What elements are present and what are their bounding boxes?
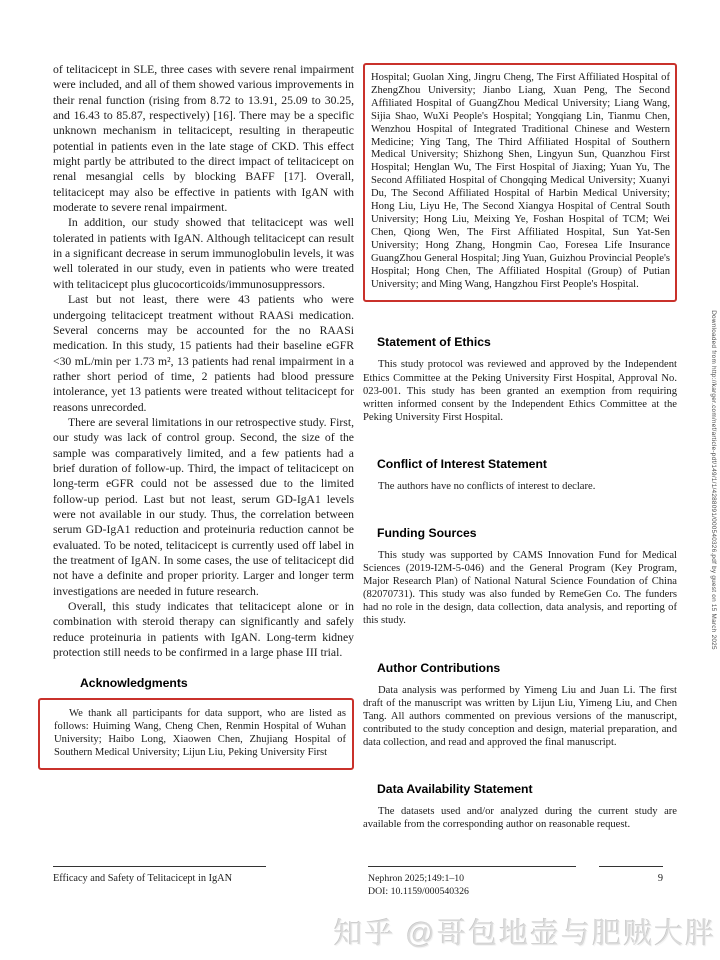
left-column <box>53 62 354 770</box>
section-body: This study was supported by CAMS Innovation Fund for Medical Sciences (2019-I2M-5-046) and the General Program (Key Program, Major Research Plan) of National Natural Science Foundation of China (82070731). This study was also funded by RemeGen Co. The funders had no role in the design, data collection, data analysis, and reporting of this study. <box>363 549 677 627</box>
section-data-availability <box>363 782 677 831</box>
section-funding-sources <box>363 526 677 628</box>
body-paragraph: Last but not least, there were 43 patients who were undergoing telitacicept treatment without RAASi medication. Several concerns may be accounted for the no RAASi medication. In this study, 15 patients had their baseline eGFR <30 mL/min per 1.73 m², 13 patients had renal impairment in a rather short period of time, 2 patients had blood pressure intolerance, yet 13 patients were treated without telitacicept for reasons unrecorded. <box>53 293 354 414</box>
section-heading: Conflict of Interest Statement <box>377 456 547 471</box>
participant-list-highlight-box <box>363 63 677 302</box>
section-heading: Funding Sources <box>377 525 477 540</box>
body-paragraph: In addition, our study showed that telitacicept was well tolerated in patients with IgAN. Although telitacicept can result in a significant decrease in serum immunoglobulin levels, it was well tolerated in our study, even in patients who were treated with telitacicept plus glucocorticoids/immunosuppressors. <box>53 216 354 291</box>
footer-doi: DOI: 10.1159/000540326 <box>368 885 469 897</box>
footer-page-number: 9 <box>599 866 663 884</box>
body-paragraph: There are several limitations in our retrospective study. First, our study was lack of control group. Second, the size of the sample was comparatively limited, and a few patients had a brief duration of follow-up. Third, the impact of telitacicept on long-term eGFR could not be assessed due to the limited follow-up period. Last but not least, serum GD-IgA1 levels were not available in our study. Thus, the correlation between serum GD-IgA1 reduction and proteinuria reduction cannot be evaluated. To be noted, telitacicept is currently used off label in the treatment of IgAN. In some cases, the use of telitacicept did not have a definite and proper priority. Larger and longer term investigations are needed in future research. <box>53 415 354 598</box>
acknowledgments-highlight-box <box>38 698 354 770</box>
zhihu-watermark: 知乎 @哥包地壶与肥贼大胖 <box>333 918 716 950</box>
section-body: The authors have no conflicts of interest to declare. <box>378 480 596 492</box>
footer-journal: Nephron 2025;149:1–10 <box>368 873 465 884</box>
right-column <box>363 63 677 831</box>
footer-citation <box>368 866 576 898</box>
body-paragraph: of telitacicept in SLE, three cases with severe renal impairment were included, and all of them showed various improvements in their renal function (rising from 8.72 to 13.91, 25.09 to 30.25, and 16.43 to 85.87, respectively) [16]. There may be a specific unknown mechanism in telitacicept, resulting in therapeutic potential in patients even in the late stage of CKD. This effect might partly be attributed to the direct impact of telitacicept on renal mesangial cells by blocking BAFF [17]. Overall, telitacicept may also be effective in patients with IgAN with moderate to severe renal impairment. <box>53 63 354 215</box>
footer-running-title: Efficacy and Safety of Telitacicept in IgAN <box>53 866 266 884</box>
section-statement-of-ethics <box>363 335 677 423</box>
section-body: The datasets used and/or analyzed during the current study are available from the corresponding author on reasonable request. <box>363 806 677 831</box>
section-heading: Data Availability Statement <box>377 782 533 796</box>
body-paragraph: Overall, this study indicates that telitacicept alone or in combination with steroid therapy can significantly and safely reduce proteinuria in patients with IgAN. Long-term kidney protection still needs to be confirmed in a large phase III trial. <box>53 600 354 660</box>
acknowledgments-heading: Acknowledgments <box>80 676 188 691</box>
section-author-contributions <box>363 661 677 749</box>
section-heading: Author Contributions <box>377 660 501 675</box>
section-body: Data analysis was performed by Yimeng Liu and Juan Li. The first draft of the manuscript was written by Lijun Liu, Yimeng Liu, and Chen Tang. All authors commented on previous versions of the manuscript, contributed to the study conception and design, material preparation, and data collection, and read and approved the final manuscript. <box>363 684 677 748</box>
participant-list-text: Hospital; Guolan Xing, Jingru Cheng, The First Affiliated Hospital of ZhengZhou University; Jianbo Liang, Xuan Peng, The Second Affiliated Hospital of GuangZhou Medical University; Liang Wang, Sijia Shao, WuXi People's Hospital; Yongqiang Lin, Tianmu Chen, Wenzhou Hospital of Integrated Traditional Chinese and Western Medicine; Ying Tang, The Third Affiliated Hospital of Southern Medical University; Shizhong Shen, Lingyun Sun, Quanzhou First Hospital; Henglan Wu, The First Hospital of Jiaxing; Yuan Yu, The Second Affiliated Hospital of Chongqing Medical University; Xuanyi Du, The Second Affiliated Hospital of Harbin Medical University; Hong Liu, Liyu He, The Second Xiangya Hospital of Central South University; Hong Liu, Meixing Ye, Foshan Hospital of TCM; Wei Chen, Qiong Wen, The First Affiliated Hospital, Sun Yat-Sen University; Hong Zhang, Hongmin Cao, Foresea Life Insurance GuangZhou General Hospital; Jing Yuan, Guizhou Provincial People's Hospital; Hong Chen, The Affiliated Hospital (Group) of Putian University; and Ming Wang, Hangzhou First People's Hospital. <box>371 72 670 290</box>
section-conflict-of-interest <box>363 457 677 493</box>
section-heading: Statement of Ethics <box>377 335 491 350</box>
download-provenance-note: Downloaded from http://karger.com/nef/article-pdf/149/1/1/4288091/000540326.pdf by guest on 15 March 2025 <box>710 310 717 650</box>
acknowledgments-text: We thank all participants for data support, who are listed as follows: Huiming Wang, Cheng Chen, Renmin Hospital of Wuhan University; Haibo Long, Xiaowen Chen, Zhujiang Hospital of Southern Medical University; Lijun Liu, Peking University First <box>54 707 346 759</box>
section-body: This study protocol was reviewed and approved by the Independent Ethics Committee at the Peking University First Hospital, Approval No. 023-001. This study has been granted an exemption from requiring written informed consent by the Independent Ethics Committee at the Peking University First Hospital. <box>363 359 677 423</box>
